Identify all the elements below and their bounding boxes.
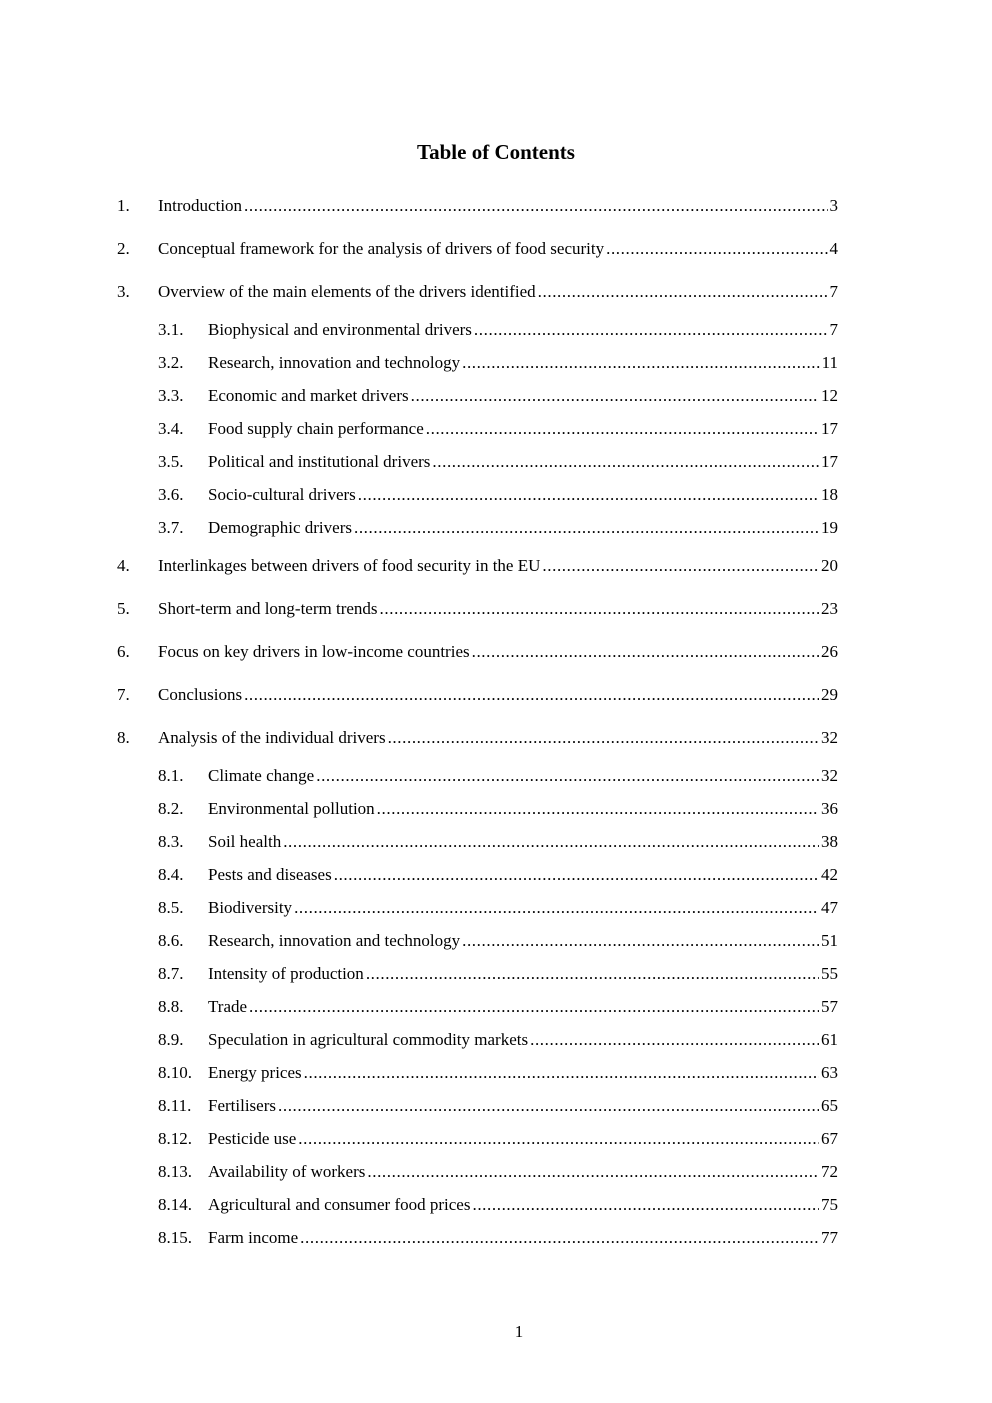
toc-dot-leader	[354, 516, 819, 540]
toc-dot-leader	[432, 450, 819, 474]
toc-entry-title: Analysis of the individual drivers	[158, 728, 386, 747]
toc-entry-page: 23	[821, 599, 838, 618]
toc-dot-leader	[474, 318, 828, 342]
toc-entry[interactable]	[117, 597, 838, 621]
toc-entry-page: 3	[829, 196, 838, 215]
toc-entry-number: 8.13.	[158, 1162, 192, 1181]
toc-entry-number: 3.3.	[158, 386, 184, 405]
toc-entry-title: Political and institutional drivers	[208, 452, 431, 471]
toc-entry-number: 3.4.	[158, 419, 184, 438]
toc-entry-number: 8.15.	[158, 1228, 192, 1247]
toc-entry-title: Food supply chain performance	[208, 419, 424, 438]
toc-entry[interactable]	[158, 1094, 838, 1118]
toc-entry-number: 3.2.	[158, 353, 184, 372]
toc-entry-page: 75	[821, 1195, 838, 1214]
toc-entry-number: 8.14.	[158, 1195, 192, 1214]
toc-dot-leader	[298, 1127, 819, 1151]
toc-entry-title: Environmental pollution	[208, 799, 375, 818]
toc-entry-number: 8.9.	[158, 1030, 184, 1049]
toc-entry[interactable]	[158, 1193, 838, 1217]
toc-entry-page: 61	[821, 1030, 838, 1049]
toc-entry-page: 47	[821, 898, 838, 917]
toc-dot-leader	[316, 764, 819, 788]
toc-entry-title: Pesticide use	[208, 1129, 297, 1148]
toc-entry-page: 26	[821, 642, 838, 661]
toc-entry-title: Focus on key drivers in low-income countries	[158, 642, 470, 661]
toc-entry-title: Intensity of production	[208, 964, 364, 983]
toc-entry-number: 8.8.	[158, 997, 184, 1016]
toc-dot-leader	[249, 995, 819, 1019]
toc-entry-number: 8.1.	[158, 766, 184, 785]
toc-entry-title: Overview of the main elements of the drivers identified	[158, 282, 536, 301]
toc-entry-number: 1.	[117, 196, 130, 215]
toc-entry-number: 2.	[117, 239, 130, 258]
toc-entry-page: 42	[821, 865, 838, 884]
toc-entry-number: 8.12.	[158, 1129, 192, 1148]
toc-entry-title: Fertilisers	[208, 1096, 276, 1115]
toc-entry-number: 8.3.	[158, 832, 184, 851]
toc-entry[interactable]	[117, 237, 838, 261]
toc-entry[interactable]	[117, 640, 838, 664]
toc-dot-leader	[462, 351, 820, 375]
toc-entry-title: Interlinkages between drivers of food security in the EU	[158, 556, 541, 575]
toc-dot-leader	[366, 962, 819, 986]
toc-entry-number: 4.	[117, 556, 130, 575]
toc-entry-title: Demographic drivers	[208, 518, 352, 537]
toc-entry[interactable]	[158, 863, 838, 887]
toc-entry-page: 36	[821, 799, 838, 818]
toc-dot-leader	[530, 1028, 819, 1052]
toc-entry-title: Economic and market drivers	[208, 386, 409, 405]
toc-entry-number: 6.	[117, 642, 130, 661]
toc-entry-title: Short-term and long-term trends	[158, 599, 378, 618]
toc-dot-leader	[538, 280, 828, 304]
toc-entry-title: Research, innovation and technology	[208, 931, 461, 950]
toc-entry-title: Biodiversity	[208, 898, 293, 917]
toc-entry-page: 29	[821, 685, 838, 704]
toc-dot-leader	[244, 194, 827, 218]
toc-entry[interactable]	[158, 516, 838, 540]
toc-entry-number: 3.6.	[158, 485, 184, 504]
toc-entry[interactable]	[117, 683, 838, 707]
toc-entry-page: 12	[821, 386, 838, 405]
toc-entry[interactable]	[158, 995, 838, 1019]
toc-entry-title: Climate change	[208, 766, 315, 785]
toc-dot-leader	[462, 929, 819, 953]
toc-dot-leader	[367, 1160, 819, 1184]
toc-entry-title: Agricultural and consumer food prices	[208, 1195, 471, 1214]
toc-entry[interactable]	[158, 764, 838, 788]
toc-entry-number: 3.5.	[158, 452, 184, 471]
toc-entry-number: 8.6.	[158, 931, 184, 950]
toc-entry-title: Availability of workers	[208, 1162, 366, 1181]
toc-entry-page: 18	[821, 485, 838, 504]
toc-entry[interactable]	[158, 929, 838, 953]
toc-entry-number: 8.2.	[158, 799, 184, 818]
toc-entry-title: Introduction	[158, 196, 243, 215]
toc-entry-page: 17	[821, 419, 838, 438]
toc-entry-title: Biophysical and environmental drivers	[208, 320, 472, 339]
toc-entry-number: 8.5.	[158, 898, 184, 917]
toc-entry-page: 7	[829, 320, 838, 339]
toc-dot-leader	[380, 597, 819, 621]
toc-entry[interactable]	[158, 1028, 838, 1052]
toc-entry-number: 3.1.	[158, 320, 184, 339]
toc-entry[interactable]	[158, 417, 838, 441]
toc-entry-title: Energy prices	[208, 1063, 302, 1082]
toc-dot-leader	[358, 483, 819, 507]
toc-entry-page: 32	[821, 766, 838, 785]
toc-entry-page: 20	[821, 556, 838, 575]
toc-entry[interactable]	[158, 351, 838, 375]
toc-entry-page: 4	[829, 239, 838, 258]
toc-dot-leader	[304, 1061, 819, 1085]
toc-entry[interactable]	[158, 318, 838, 342]
toc-entry-page: 7	[829, 282, 838, 301]
toc-entry-number: 8.	[117, 728, 130, 747]
toc-entry[interactable]	[158, 1160, 838, 1184]
toc-dot-leader	[300, 1226, 819, 1250]
toc-entry-page: 77	[821, 1228, 838, 1247]
toc-entry-title: Soil health	[208, 832, 282, 851]
toc-entry-title: Trade	[208, 997, 248, 1016]
toc-entry-page: 38	[821, 832, 838, 851]
toc-dot-leader	[377, 797, 819, 821]
toc-entry-number: 8.4.	[158, 865, 184, 884]
toc-entry-page: 63	[821, 1063, 838, 1082]
toc-entry[interactable]	[158, 896, 838, 920]
toc-entry-page: 57	[821, 997, 838, 1016]
toc-entry[interactable]	[158, 1127, 838, 1151]
toc-entry[interactable]	[117, 280, 838, 304]
toc-entry[interactable]	[117, 726, 838, 750]
toc-entry-page: 51	[821, 931, 838, 950]
toc-dot-leader	[278, 1094, 819, 1118]
toc-entry-title: Conceptual framework for the analysis of drivers of food security	[158, 239, 605, 258]
toc-entry-page: 55	[821, 964, 838, 983]
toc-dot-leader	[283, 830, 819, 854]
toc-entry[interactable]	[158, 483, 838, 507]
toc-dot-leader	[542, 554, 819, 578]
page-number: 1	[514, 1322, 524, 1341]
toc-entry-page: 72	[821, 1162, 838, 1181]
toc-entry-page: 32	[821, 728, 838, 747]
toc-entry-number: 3.	[117, 282, 130, 301]
toc-entry-number: 5.	[117, 599, 130, 618]
toc-entry[interactable]	[158, 962, 838, 986]
toc-entry-page: 19	[821, 518, 838, 537]
toc-entry-page: 17	[821, 452, 838, 471]
toc-entry-number: 8.7.	[158, 964, 184, 983]
toc-entry[interactable]	[117, 554, 838, 578]
toc-dot-leader	[472, 640, 819, 664]
toc-entry[interactable]	[117, 194, 838, 218]
page-title: Table of Contents	[417, 140, 575, 164]
toc-entry-title: Speculation in agricultural commodity markets	[208, 1030, 529, 1049]
toc-entry[interactable]	[158, 830, 838, 854]
toc-entry-number: 8.10.	[158, 1063, 192, 1082]
toc-entry-page: 67	[821, 1129, 838, 1148]
toc-entry-number: 7.	[117, 685, 130, 704]
toc-dot-leader	[388, 726, 819, 750]
toc-dot-leader	[426, 417, 819, 441]
toc-dot-leader	[606, 237, 827, 261]
toc-dot-leader	[411, 384, 819, 408]
toc-entry[interactable]	[158, 450, 838, 474]
toc-entry[interactable]	[158, 384, 838, 408]
toc-dot-leader	[294, 896, 819, 920]
toc-entry[interactable]	[158, 1061, 838, 1085]
toc-entry-page: 11	[821, 353, 838, 372]
toc-dot-leader	[334, 863, 819, 887]
toc-entry-number: 3.7.	[158, 518, 184, 537]
toc-entry[interactable]	[158, 1226, 838, 1250]
toc-entry-title: Socio-cultural drivers	[208, 485, 356, 504]
toc-entry-title: Pests and diseases	[208, 865, 332, 884]
toc-entry-page: 65	[821, 1096, 838, 1115]
toc-entry-number: 8.11.	[158, 1096, 192, 1115]
toc-entry-title: Conclusions	[158, 685, 243, 704]
toc-dot-leader	[244, 683, 819, 707]
toc-entry[interactable]	[158, 797, 838, 821]
toc-entry-title: Farm income	[208, 1228, 299, 1247]
toc-entry-title: Research, innovation and technology	[208, 353, 461, 372]
toc-dot-leader	[472, 1193, 819, 1217]
